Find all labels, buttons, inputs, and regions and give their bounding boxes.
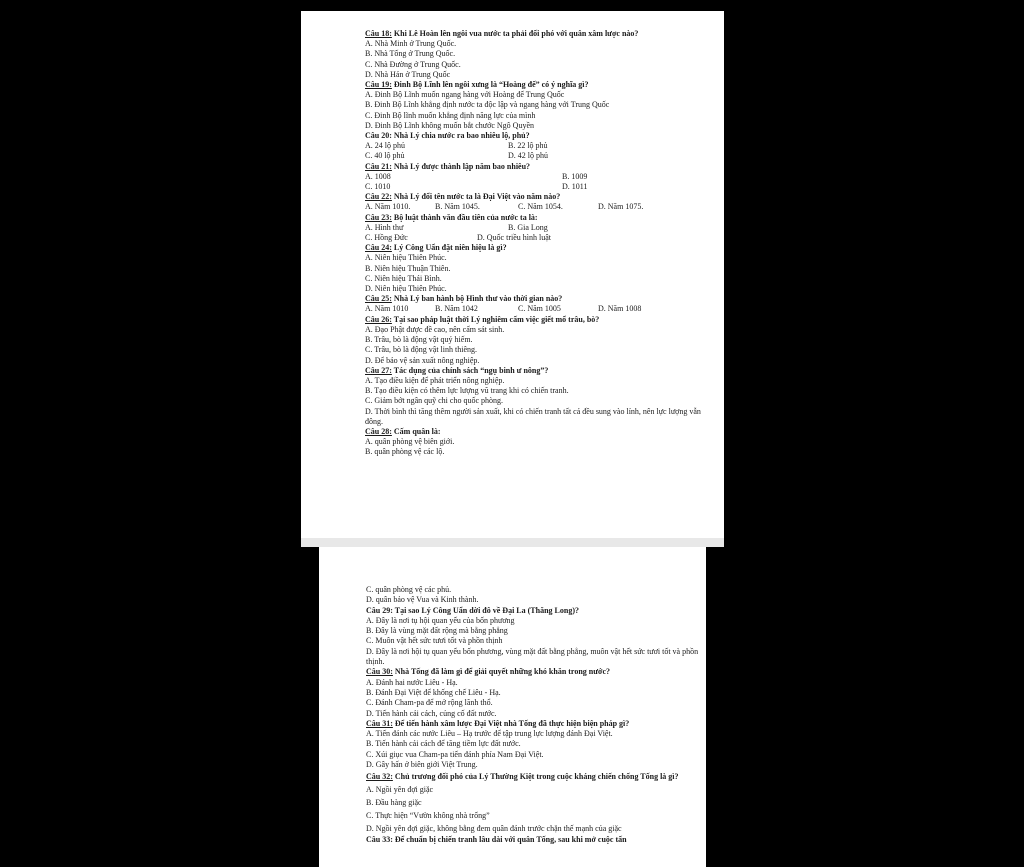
answer-option: A. Năm 1010. <box>365 202 411 212</box>
answer-option: A. 1008 <box>365 171 391 181</box>
question-label: Câu 24: <box>365 243 392 253</box>
answer-option: D. Đây là nơi hội tụ quan yếu bốn phương, vùng mặt đất bằng phẳng, muôn vật hết sức tươi tốt và phồn thịnh. <box>366 646 699 667</box>
answer-option: B. Tiến hành cải cách để tăng tiềm lực đất nước. <box>366 739 521 749</box>
answer-option: B. Niên hiệu Thuận Thiên. <box>365 263 451 273</box>
document-page-1 <box>301 11 724 538</box>
answer-option: D. Năm 1008 <box>598 304 642 314</box>
question-label: Câu 25: <box>365 294 392 304</box>
question-20: Câu 20: Nhà Lý chia nước ra bao nhiêu lộ, phủ? <box>365 131 530 141</box>
answer-option: A. Đạo Phật được đề cao, nên cấm sát sinh. <box>365 324 505 334</box>
answer-option: D. Tiến hành cải cách, củng cố đất nước. <box>366 708 497 718</box>
answer-option: D. Ngồi yên đợi giặc, không bằng đem quân đánh trước chặn thế mạnh của giặc <box>366 824 622 834</box>
page-gap <box>301 538 724 547</box>
answer-row <box>365 141 716 151</box>
answer-option: C. Niên hiệu Thái Bình. <box>365 273 442 283</box>
answer-option: C. 40 lộ phủ <box>365 151 405 161</box>
answer-option: C. Đinh Bộ lĩnh muốn khẳng định năng lực của mình <box>365 110 536 120</box>
question-22: Câu 22: Nhà Lý đổi tên nước ta là Đại Việt vào năm nào? <box>365 192 561 202</box>
answer-option: B. Gia Long <box>508 222 548 232</box>
answer-row <box>365 233 716 243</box>
question-18: Câu 18: Khi Lê Hoàn lên ngôi vua nước ta phải đối phó với quân xâm lược nào? <box>365 29 639 38</box>
question-label: Câu 30: <box>366 667 393 677</box>
answer-option: A. Nhà Minh ở Trung Quốc. <box>365 39 457 49</box>
answer-row <box>365 202 716 212</box>
answer-row <box>365 223 716 233</box>
answer-option: C. Thực hiện “Vườn không nhà trống” <box>366 811 490 821</box>
question-29: Câu 29: Tại sao Lý Công Uẩn dời đô về Đại La (Thăng Long)? <box>366 605 579 615</box>
answer-option: D. 42 lộ phủ <box>508 151 548 161</box>
answer-option: C. Giảm bớt ngân quỹ chi cho quốc phòng. <box>365 396 503 406</box>
answer-option: A. Năm 1010 <box>365 304 409 314</box>
answer-option: A. Đây là nơi tụ hội quan yếu của bốn phương <box>366 615 515 625</box>
question-21: Câu 21: Nhà Lý được thành lập năm bao nhiêu? <box>365 161 531 171</box>
answer-option: C. 1010 <box>365 182 391 192</box>
answer-option: B. Năm 1045. <box>435 202 480 212</box>
question-30: Câu 30: Nhà Tống đã làm gì để giải quyết những khó khăn trong nước? <box>366 667 611 677</box>
answer-option: D. Năm 1075. <box>598 202 644 212</box>
question-31: Câu 31: Để tiến hành xâm lược Đại Việt nhà Tống đã thực hiện biện pháp gì? <box>366 718 630 728</box>
answer-option: B. Trâu, bò là động vật quý hiếm. <box>365 335 473 345</box>
question-27: Câu 27: Tác dụng của chính sách “ngụ binh ư nông”? <box>365 365 549 375</box>
answer-option: D. Quốc triều hình luật <box>477 233 551 243</box>
answer-option: C. Muôn vật hết sức tươi tốt và phồn thịnh <box>366 636 503 646</box>
question-label: Câu 27: <box>365 365 392 375</box>
answer-option: A. Tiến đánh các nước Liêu – Hạ trước để tập trung lực lượng đánh Đại Việt. <box>366 729 613 739</box>
question-25: Câu 25: Nhà Lý ban hành bộ Hình thư vào thời gian nào? <box>365 294 563 304</box>
answer-option: A. 24 lộ phủ <box>365 141 405 151</box>
question-26: Câu 26: Tại sao pháp luật thời Lý nghiêm cấm việc giết mổ trâu, bò? <box>365 314 600 324</box>
question-label: Câu 32: <box>366 772 393 782</box>
question-label: Câu 23: <box>365 212 392 222</box>
answer-option: A. Tạo điều kiện để phát triển nông nghiệp. <box>365 375 505 385</box>
answer-option: C. Năm 1005 <box>518 304 561 314</box>
answer-option: C. Đánh Cham-pa để mở rộng lãnh thổ. <box>366 698 493 708</box>
answer-option: D. Đinh Bộ Lĩnh không muốn bắt chước Ngô Quyền <box>365 120 534 130</box>
answer-option: D. quân bảo vệ Vua và Kinh thành. <box>366 595 479 605</box>
answer-option: A. Niên hiệu Thiên Phúc. <box>365 253 447 263</box>
answer-option: B. Tạo điều kiện có thêm lực lượng vũ trang khi có chiến tranh. <box>365 386 569 396</box>
question-label: Câu 18: <box>365 29 392 38</box>
question-23: Câu 23: Bộ luật thành văn đầu tiên của nước ta là: <box>365 212 538 222</box>
question-label: Câu 28: <box>365 426 392 436</box>
answer-option: A. Đinh Bộ Lĩnh muốn ngang hàng với Hoàng đế Trung Quốc <box>365 90 565 100</box>
question-label: Câu 31: <box>366 718 393 728</box>
question-24: Câu 24: Lý Công Uẩn đặt niên hiệu là gì? <box>365 243 507 253</box>
answer-option: C. quân phòng vệ các phủ. <box>366 585 452 594</box>
question-label: Câu 26: <box>365 314 392 324</box>
answer-option: D. Để bảo vệ sản xuất nông nghiệp. <box>365 355 480 365</box>
page-1-content <box>365 29 716 458</box>
question-label: Câu 22: <box>365 192 392 202</box>
answer-option: D. Niên hiệu Thiên Phúc. <box>365 284 447 294</box>
answer-option: C. Xúi giục vua Cham-pa tiến đánh phía Nam Đại Việt. <box>366 749 544 759</box>
question-label: Câu 19: <box>365 80 392 90</box>
document-page-2 <box>319 547 706 867</box>
answer-option: B. Đánh Đại Việt để khống chế Liêu - Hạ. <box>366 687 501 697</box>
answer-option: B. 22 lộ phủ <box>508 141 548 151</box>
answer-option: C. Năm 1054. <box>518 202 563 212</box>
question-28: Câu 28: Cấm quân là: <box>365 426 441 436</box>
answer-option: B. Năm 1042 <box>435 304 478 314</box>
answer-option: B. 1009 <box>562 171 588 181</box>
page-2-content <box>366 585 700 846</box>
answer-option: A. quân phòng vệ biên giới. <box>365 437 455 447</box>
answer-option: A. Đánh hai nước Liêu - Hạ. <box>366 677 458 687</box>
question-32: Câu 32: Chủ trương đối phó của Lý Thường Kiệt trong cuộc kháng chiến chống Tống là gì? <box>366 772 679 782</box>
answer-row <box>365 304 716 314</box>
question-label: Câu 21: <box>365 161 392 171</box>
answer-row <box>365 182 716 192</box>
answer-row <box>365 151 716 161</box>
answer-option: B. Đây là vùng mặt đất rộng mà bằng phẳng <box>366 626 508 636</box>
answer-option: B. Đinh Bộ Lĩnh khẳng định nước ta độc lập và ngang hàng với Trung Quốc <box>365 100 610 110</box>
answer-option: C. Hồng Đức <box>365 233 408 243</box>
answer-option: B. quân phòng vệ các lộ. <box>365 447 445 457</box>
answer-option: A. Hình thư <box>365 222 404 232</box>
answer-option: A. Ngồi yên đợi giặc <box>366 785 434 795</box>
answer-option: D. Thời bình thì tăng thêm người sản xuất, khi có chiến tranh tất cả đều sung vào lính, nên lực lượng vẫn đông. <box>365 406 701 426</box>
answer-option: D. Gây hấn ở biên giới Việt Trung. <box>366 760 478 770</box>
answer-row <box>365 172 716 182</box>
answer-option: D. 1011 <box>562 182 588 192</box>
question-33: Câu 33: Để chuẩn bị chiến tranh lâu dài với quân Tống, sau khi mở cuộc tấn <box>366 835 627 845</box>
answer-option: B. Đầu hàng giặc <box>366 798 422 808</box>
question-19: Câu 19: Đinh Bộ Lĩnh lên ngôi xưng là “Hoàng đế” có ý nghĩa gì? <box>365 80 589 90</box>
answer-option: C. Trâu, bò là động vật linh thiêng. <box>365 345 477 355</box>
answer-option: B. Nhà Tống ở Trung Quốc. <box>365 49 456 59</box>
answer-option: D. Nhà Hán ở Trung Quốc <box>365 69 451 79</box>
answer-option: C. Nhà Đường ở Trung Quốc. <box>365 59 461 69</box>
